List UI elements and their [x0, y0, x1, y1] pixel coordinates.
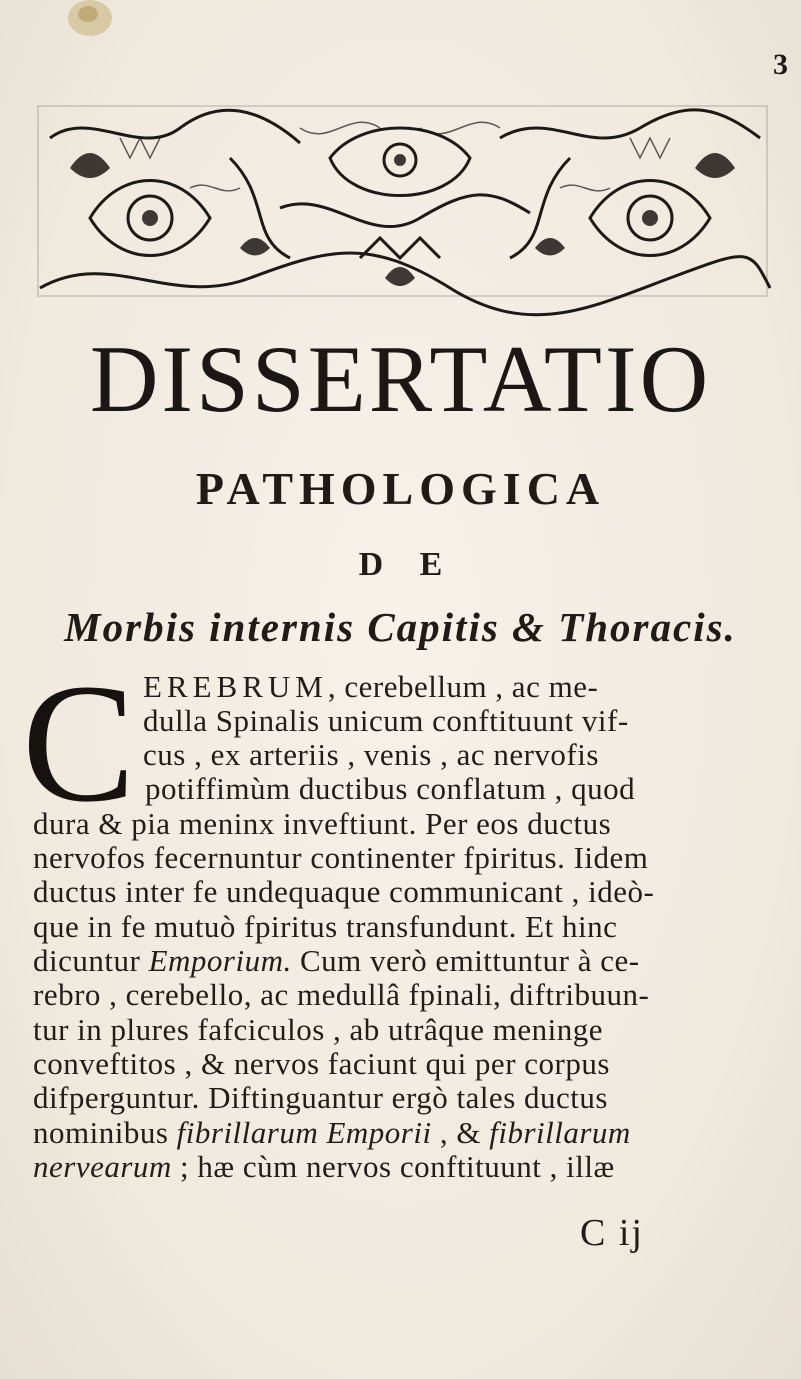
text-line — [33, 1117, 631, 1148]
italic-term: Emporium. — [148, 943, 292, 978]
line-text: dicuntur — [33, 943, 149, 978]
text-line: conveftitos , & nervos faciunt qui per corpus — [33, 1046, 610, 1081]
italic-term: fibrillarum Emporii — [176, 1115, 432, 1150]
text-line — [33, 1151, 615, 1182]
text-line — [143, 671, 598, 702]
ornamental-headpiece — [30, 98, 775, 318]
text-line: dulla Spinalis unicum conftituunt vif- — [143, 703, 629, 738]
subtitle: PATHOLOGICA — [195, 463, 606, 514]
text-line — [33, 945, 640, 976]
page-number: 3 — [773, 48, 788, 81]
subject-ampersand: & — [512, 604, 546, 650]
italic-term: fibrillarum — [489, 1115, 631, 1150]
line-text: nominibus — [33, 1115, 177, 1150]
drop-cap: C — [22, 649, 136, 837]
signature-mark: C ij — [580, 1212, 644, 1254]
subject-part1: Morbis internis Capitis — [64, 604, 500, 650]
subject-line — [20, 603, 781, 652]
text-line: difperguntur. Diftinguantur ergò tales ductus — [33, 1080, 608, 1115]
italic-term: nervearum — [33, 1149, 172, 1184]
title: DISSERTATIO — [89, 326, 712, 432]
line-text: , cerebellum , ac me- — [327, 669, 599, 704]
ink-stain — [60, 0, 120, 40]
opening-word: EREBRUM — [143, 669, 328, 704]
line-text: , & — [431, 1115, 490, 1150]
text-line: tur in plures fafciculos , ab utrâque meninge — [33, 1012, 603, 1047]
text-line: nervofos fecernuntur continenter fpiritus. Iidem — [33, 840, 649, 875]
text-line: rebro , cerebello, ac medullâ fpinali, diftribuun- — [33, 977, 650, 1012]
text-line: que in fe mutuò fpiritus transfundunt. Et hinc — [33, 909, 618, 944]
text-line: cus , ex arteriis , venis , ac nervofis — [143, 737, 599, 772]
line-text: ; hæ cùm nervos conftituunt , illæ — [171, 1149, 615, 1184]
preposition: D E — [358, 546, 457, 583]
subject-part2: Thoracis. — [558, 604, 737, 650]
text-line: dura & pia meninx inveftiunt. Per eos ductus — [33, 806, 612, 841]
line-text: Cum verò emittuntur à ce- — [291, 943, 640, 978]
text-line: ductus inter fe undequaque communicant , ideò- — [33, 874, 655, 909]
text-line: potiffimùm ductibus conflatum , quod — [145, 771, 636, 806]
